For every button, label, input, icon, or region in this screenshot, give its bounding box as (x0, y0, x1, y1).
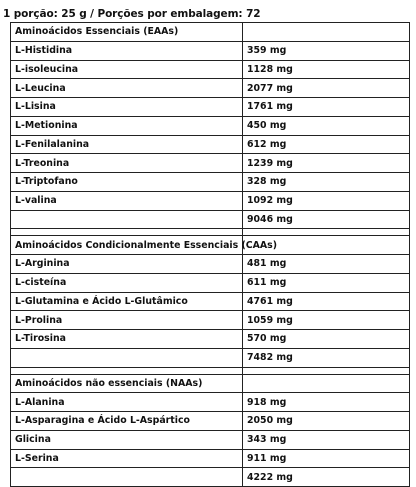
section-title-blank (243, 374, 410, 393)
amino-acid-value: 911 mg (243, 449, 410, 468)
table-row (11, 173, 410, 192)
amino-acid-name: L-Metionina (11, 116, 243, 135)
amino-acid-value: 918 mg (243, 393, 410, 412)
amino-acid-value: 2050 mg (243, 412, 410, 431)
section-total-blank (11, 468, 243, 487)
section-header-row (11, 374, 410, 393)
amino-acid-value: 343 mg (243, 430, 410, 449)
table-row (11, 191, 410, 210)
amino-acid-value: 1128 mg (243, 60, 410, 79)
section-total-row (11, 468, 410, 487)
amino-acid-value: 1092 mg (243, 191, 410, 210)
section-gap (11, 367, 410, 374)
section-title-blank (243, 23, 410, 42)
amino-acid-value: 612 mg (243, 135, 410, 154)
amino-acid-name: L-Triptofano (11, 173, 243, 192)
table-row (11, 311, 410, 330)
table-row (11, 116, 410, 135)
table-row (11, 330, 410, 349)
amino-acid-table (10, 22, 410, 487)
amino-acid-name: L-isoleucina (11, 60, 243, 79)
amino-acid-name: L-Histidina (11, 41, 243, 60)
section-total-row (11, 348, 410, 367)
amino-acid-value: 2077 mg (243, 79, 410, 98)
amino-acid-name: L-cisteína (11, 273, 243, 292)
section-total-value: 7482 mg (243, 348, 410, 367)
amino-acid-name: L-Arginina (11, 255, 243, 274)
gap-cell (11, 229, 243, 236)
amino-acid-name: L-Lisina (11, 98, 243, 117)
amino-acid-value: 359 mg (243, 41, 410, 60)
table-row (11, 41, 410, 60)
amino-acid-name: L-Serina (11, 449, 243, 468)
section-total-blank (11, 348, 243, 367)
section-title: Aminoácidos Essenciais (EAAs) (11, 23, 243, 42)
amino-acid-name: L-Asparagina e Ácido L-Aspártico (11, 412, 243, 431)
section-total-blank (11, 210, 243, 229)
amino-acid-name: L-Prolina (11, 311, 243, 330)
amino-acid-value: 481 mg (243, 255, 410, 274)
amino-acid-name: L-Leucina (11, 79, 243, 98)
table-row (11, 273, 410, 292)
amino-acid-value: 611 mg (243, 273, 410, 292)
amino-acid-value: 328 mg (243, 173, 410, 192)
amino-acid-name: L-Tirosina (11, 330, 243, 349)
table-row (11, 449, 410, 468)
gap-cell (11, 367, 243, 374)
table-row (11, 255, 410, 274)
amino-acid-value: 4761 mg (243, 292, 410, 311)
section-total-value: 4222 mg (243, 468, 410, 487)
table-row (11, 412, 410, 431)
gap-cell (243, 229, 410, 236)
amino-acid-value: 1059 mg (243, 311, 410, 330)
section-title: Aminoácidos não essenciais (NAAs) (11, 374, 243, 393)
table-row (11, 292, 410, 311)
table-row (11, 135, 410, 154)
amino-acid-value: 450 mg (243, 116, 410, 135)
amino-acid-name: L-Treonina (11, 154, 243, 173)
amino-acid-value: 1761 mg (243, 98, 410, 117)
amino-acid-name: L-Fenilalanina (11, 135, 243, 154)
gap-cell (243, 367, 410, 374)
serving-info: 1 porção: 25 g / Porções por embalagem: 72 (3, 8, 261, 20)
section-total-row (11, 210, 410, 229)
amino-acid-table-body (11, 23, 410, 487)
section-title: Aminoácidos Condicionalmente Essenciais (CAAs) (11, 236, 243, 255)
amino-acid-name: Glicina (11, 430, 243, 449)
table-row (11, 154, 410, 173)
amino-acid-value: 570 mg (243, 330, 410, 349)
table-row (11, 98, 410, 117)
amino-acid-name: L-Alanina (11, 393, 243, 412)
table-row (11, 430, 410, 449)
amino-acid-value: 1239 mg (243, 154, 410, 173)
table-row (11, 393, 410, 412)
table-row (11, 79, 410, 98)
section-total-value: 9046 mg (243, 210, 410, 229)
section-header-row (11, 236, 410, 255)
amino-acid-name: L-Glutamina e Ácido L-Glutâmico (11, 292, 243, 311)
section-gap (11, 229, 410, 236)
section-header-row (11, 23, 410, 42)
table-row (11, 60, 410, 79)
amino-acid-name: L-valina (11, 191, 243, 210)
